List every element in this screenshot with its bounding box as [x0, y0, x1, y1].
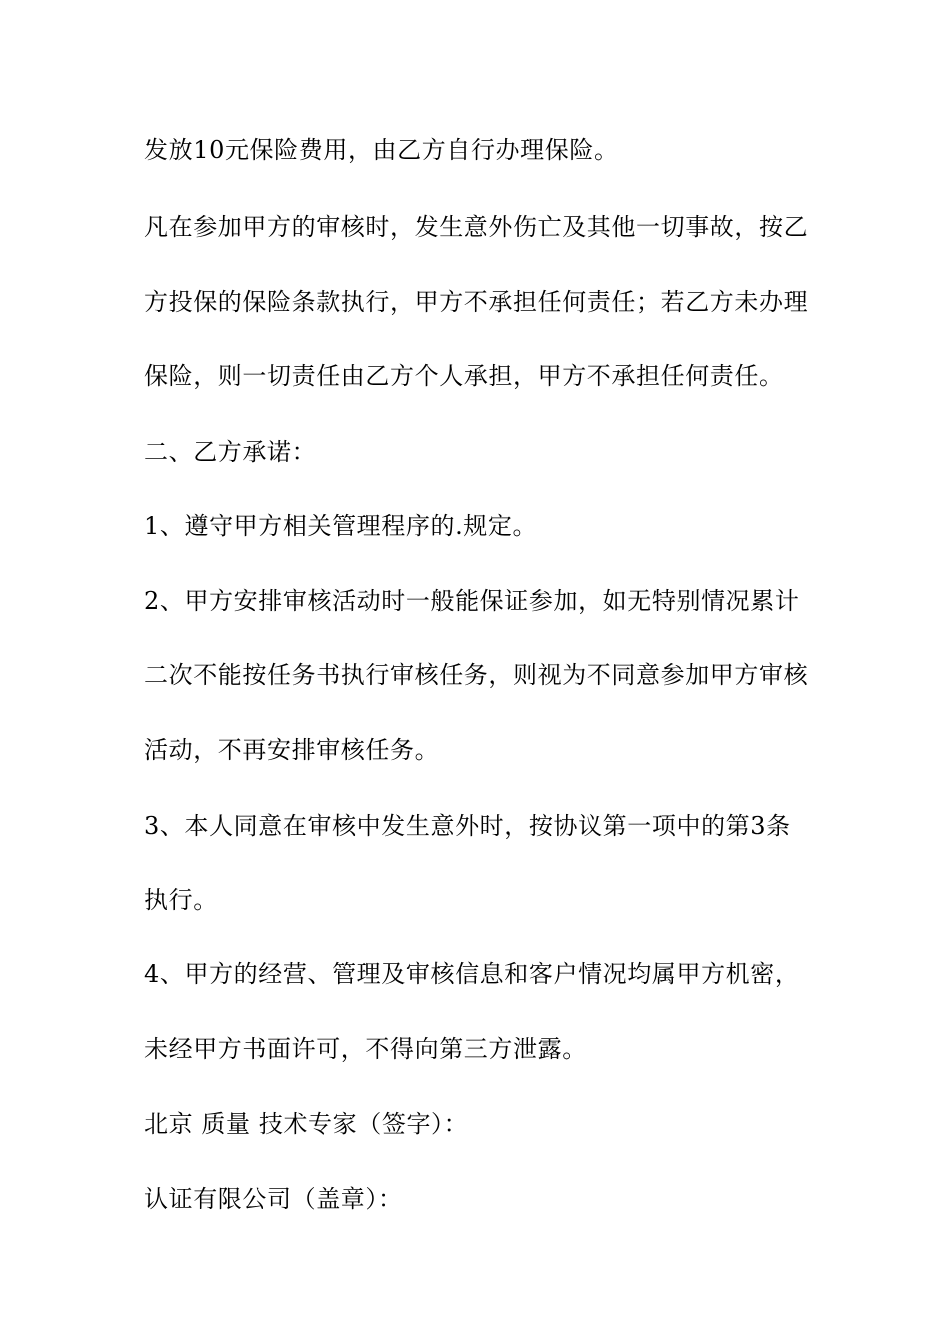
text-line-7: 2、甲方安排审核活动时一般能保证参加，如无特别情况累计	[144, 587, 800, 615]
text-line-9: 活动，不再安排审核任务。	[144, 736, 440, 764]
text-line-2: 凡在参加甲方的审核时，发生意外伤亡及其他一切事故，按乙	[144, 213, 809, 241]
text-line-4: 保险，则一切责任由乙方个人承担，甲方不承担任何责任。	[144, 362, 784, 390]
section-heading-2: 二、乙方承诺：	[144, 438, 317, 466]
text-line-3: 方投保的保险条款执行，甲方不承担任何责任；若乙方未办理	[144, 288, 809, 316]
text-line-13: 未经甲方书面许可，不得向第三方泄露。	[144, 1035, 587, 1063]
text-line-12: 4、甲方的经营、管理及审核信息和客户情况均属甲方机密，	[144, 960, 800, 988]
signature-line-expert: 北京 质量 技术专家（签字）：	[144, 1110, 469, 1138]
text-line-11: 执行。	[144, 886, 218, 914]
signature-line-company: 认证有限公司（盖章）：	[144, 1185, 403, 1213]
text-line-6: 1、遵守甲方相关管理程序的.规定。	[144, 512, 538, 540]
text-line-8: 二次不能按任务书执行审核任务，则视为不同意参加甲方审核	[144, 661, 809, 689]
text-line-10: 3、本人同意在审核中发生意外时，按协议第一项中的第3条	[144, 812, 791, 840]
text-line-1: 发放10元保险费用，由乙方自行办理保险。	[144, 136, 619, 164]
